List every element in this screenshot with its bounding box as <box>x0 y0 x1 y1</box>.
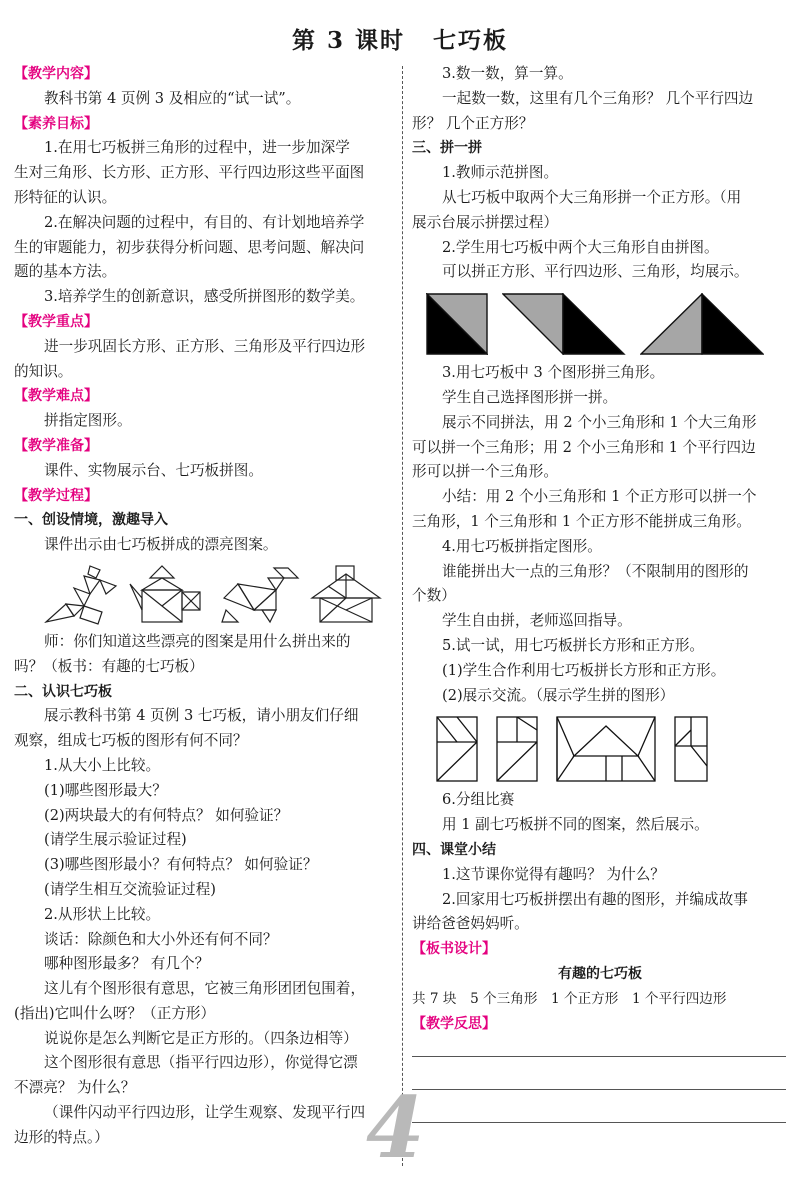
paragraph: （课件闪动平行四边形，让学生观察、发现平行四 <box>44 1104 366 1122</box>
paragraph: 1.在用七巧板拼三角形的过程中，进一步加深学 <box>44 139 350 157</box>
paragraph: 用 1 副七巧板拼不同的图案，然后展示。 <box>442 816 709 834</box>
writing-line <box>412 1056 786 1057</box>
square-from-two-triangles <box>426 293 488 355</box>
lesson-topic: 七巧板 <box>433 27 509 54</box>
paragraph: 说说你是怎么判断它是正方形的。（四条边相等） <box>44 1029 358 1047</box>
paragraph: 课件出示由七巧板拼成的漂亮图案。 <box>44 536 278 554</box>
paragraph: 学生自由拼，老师巡回指导。 <box>442 612 632 630</box>
left-column <box>14 62 394 1151</box>
tangram-animal-figure <box>218 564 300 626</box>
student-rectangle-2 <box>496 716 538 782</box>
writing-line <box>412 1089 786 1090</box>
paragraph: 3.培养学生的创新意识，感受所拼图形的数学美。 <box>44 288 365 306</box>
paragraph: 的知识。 <box>14 362 73 380</box>
board-title: 有趣的七巧板 <box>558 965 642 982</box>
student-rectangle-3 <box>556 716 656 782</box>
paragraph: 可以拼正方形、平行四边形、三角形，均展示。 <box>442 263 749 281</box>
paragraph: 小结：用 2 个小三角形和 1 个正方形可以拼一个 <box>442 488 757 506</box>
paragraph: 谁能拼出大一点的三角形？（不限制用的图形的 <box>442 562 749 580</box>
paragraph: 拼指定图形。 <box>44 412 132 430</box>
section-heading: 三、拼一拼 <box>412 140 482 157</box>
lesson-number: 第 3 课时 <box>291 27 406 54</box>
paragraph: 形可以拼一个三角形。 <box>412 463 558 481</box>
tangram-runner-figure <box>44 564 118 626</box>
paragraph: 哪种图形最多？ 有几个？ <box>44 955 210 973</box>
paragraph: (请学生相互交流验证过程) <box>44 880 216 898</box>
section-tag: 【教学难点】 <box>14 388 98 405</box>
paragraph: 5.试一试，用七巧板拼长方形和正方形。 <box>442 636 705 654</box>
parallelogram-from-two-triangles <box>502 293 626 355</box>
paragraph: 这儿有个图形很有意思，它被三角形团团包围着， <box>44 980 366 998</box>
paragraph: 展示台展示拼摆过程） <box>412 213 558 231</box>
paragraph: 课件、实物展示台、七巧板拼图。 <box>44 461 263 479</box>
section-tag: 【素养目标】 <box>14 115 98 132</box>
paragraph: 6.分组比赛 <box>442 791 515 809</box>
paragraph: (1)学生合作利用七巧板拼长方形和正方形。 <box>442 661 726 679</box>
paragraph: 展示不同拼法，用 2 个小三角形和 1 个大三角形 <box>442 413 757 431</box>
paragraph: 这个图形很有意思（指平行四边形），你觉得它漂 <box>44 1054 358 1072</box>
paragraph: 学生自己选择图形拼一拼。 <box>442 388 618 406</box>
section-heading: 一、创设情境，激趣导入 <box>14 512 168 529</box>
paragraph: (请学生展示验证过程) <box>44 831 187 849</box>
section-tag: 【板书设计】 <box>412 941 496 958</box>
paragraph: 1.从大小上比较。 <box>44 756 161 774</box>
paragraph: 师：你们知道这些漂亮的图案是用什么拼出来的 <box>44 632 351 650</box>
paragraph: 一起数一数，这里有几个三角形？ 几个平行四边 <box>442 89 754 107</box>
section-tag: 【教学内容】 <box>14 66 98 82</box>
tangram-pictures <box>14 560 394 626</box>
paragraph: 可以拼一个三角形；用 2 个小三角形和 1 个平行四边 <box>412 438 756 456</box>
section-heading: 二、认识七巧板 <box>14 683 112 700</box>
paragraph: 教科书第 4 页例 3 及相应的“试一试”。 <box>44 89 301 107</box>
tangram-house-figure <box>310 564 382 626</box>
paragraph: 吗？（板书：有趣的七巧板） <box>14 657 204 675</box>
paragraph: 观察，组成七巧板的图形有何不同？ <box>14 732 248 750</box>
paragraph: (2)展示交流。（展示学生拼的图形） <box>442 686 675 704</box>
paragraph: (2)两块最大的有何特点？ 如何验证？ <box>44 806 289 824</box>
paragraph: 3.数一数，算一算。 <box>442 65 573 82</box>
paragraph: 形？ 几个正方形？ <box>412 114 534 132</box>
paragraph: 进一步巩固长方形、正方形、三角形及平行四边形 <box>44 337 366 355</box>
paragraph: 从七巧板中取两个大三角形拼一个正方形。（用 <box>442 188 742 206</box>
section-tag: 【教学反思】 <box>412 1015 496 1032</box>
paragraph: 3.用七巧板中 3 个图形拼三角形。 <box>442 364 665 382</box>
paragraph: 题的基本方法。 <box>14 263 117 281</box>
paragraph: 2.学生用七巧板中两个大三角形自由拼图。 <box>442 238 719 256</box>
reflection-lines <box>412 1056 788 1123</box>
paragraph: 生的审题能力，初步获得分析问题、思考问题、解决问 <box>14 238 365 256</box>
column-divider <box>402 66 403 1166</box>
page-number: 4 <box>366 1078 425 1177</box>
paragraph: 个数） <box>412 587 456 605</box>
paragraph: (1)哪些图形最大？ <box>44 781 167 799</box>
paragraph: 不漂亮？ 为什么？ <box>14 1079 136 1097</box>
page-title <box>0 22 800 54</box>
paragraph: 1.教师示范拼图。 <box>442 164 559 182</box>
two-triangle-shapes <box>412 289 788 355</box>
writing-line <box>412 1122 786 1123</box>
paragraph: 2.在解决问题的过程中，有目的、有计划地培养学 <box>44 213 365 231</box>
paragraph: 展示教科书第 4 页例 3 七巧板，请小朋友们仔细 <box>44 707 359 725</box>
section-heading: 四、课堂小结 <box>412 841 496 858</box>
section-tag: 【教学准备】 <box>14 437 98 454</box>
rectangle-square-shapes <box>412 712 788 782</box>
paragraph: 4.用七巧板拼指定图形。 <box>442 537 602 555</box>
section-tag: 【教学重点】 <box>14 313 98 330</box>
paragraph: 三角形，1 个三角形和 1 个正方形不能拼成三角形。 <box>412 512 751 530</box>
student-square-4 <box>674 716 708 782</box>
section-tag: 【教学过程】 <box>14 487 98 504</box>
triangle-from-two-triangles <box>640 293 764 355</box>
right-column <box>412 62 788 1123</box>
paragraph: 边形的特点。） <box>14 1128 109 1146</box>
paragraph: 2.回家用七巧板拼摆出有趣的图形，并编成故事 <box>442 890 748 908</box>
paragraph: 谈话：除颜色和大小外还有何不同？ <box>44 930 278 948</box>
tangram-teapot-figure <box>128 564 208 626</box>
paragraph: (指出)它叫什么呀？（正方形） <box>14 1004 216 1022</box>
board-content: 共 7 块 5 个三角形 1 个正方形 1 个平行四边形 <box>412 990 727 1007</box>
paragraph: 形特征的认识。 <box>14 188 117 206</box>
student-rectangle-1 <box>436 716 478 782</box>
paragraph: 生对三角形、长方形、正方形、平行四边形这些平面图 <box>14 164 365 182</box>
paragraph: 讲给爸爸妈妈听。 <box>412 915 529 933</box>
paragraph: (3)哪些图形最小？有何特点？ 如何验证？ <box>44 856 318 874</box>
paragraph: 2.从形状上比较。 <box>44 905 161 923</box>
paragraph: 1.这节课你觉得有趣吗？ 为什么？ <box>442 865 665 883</box>
